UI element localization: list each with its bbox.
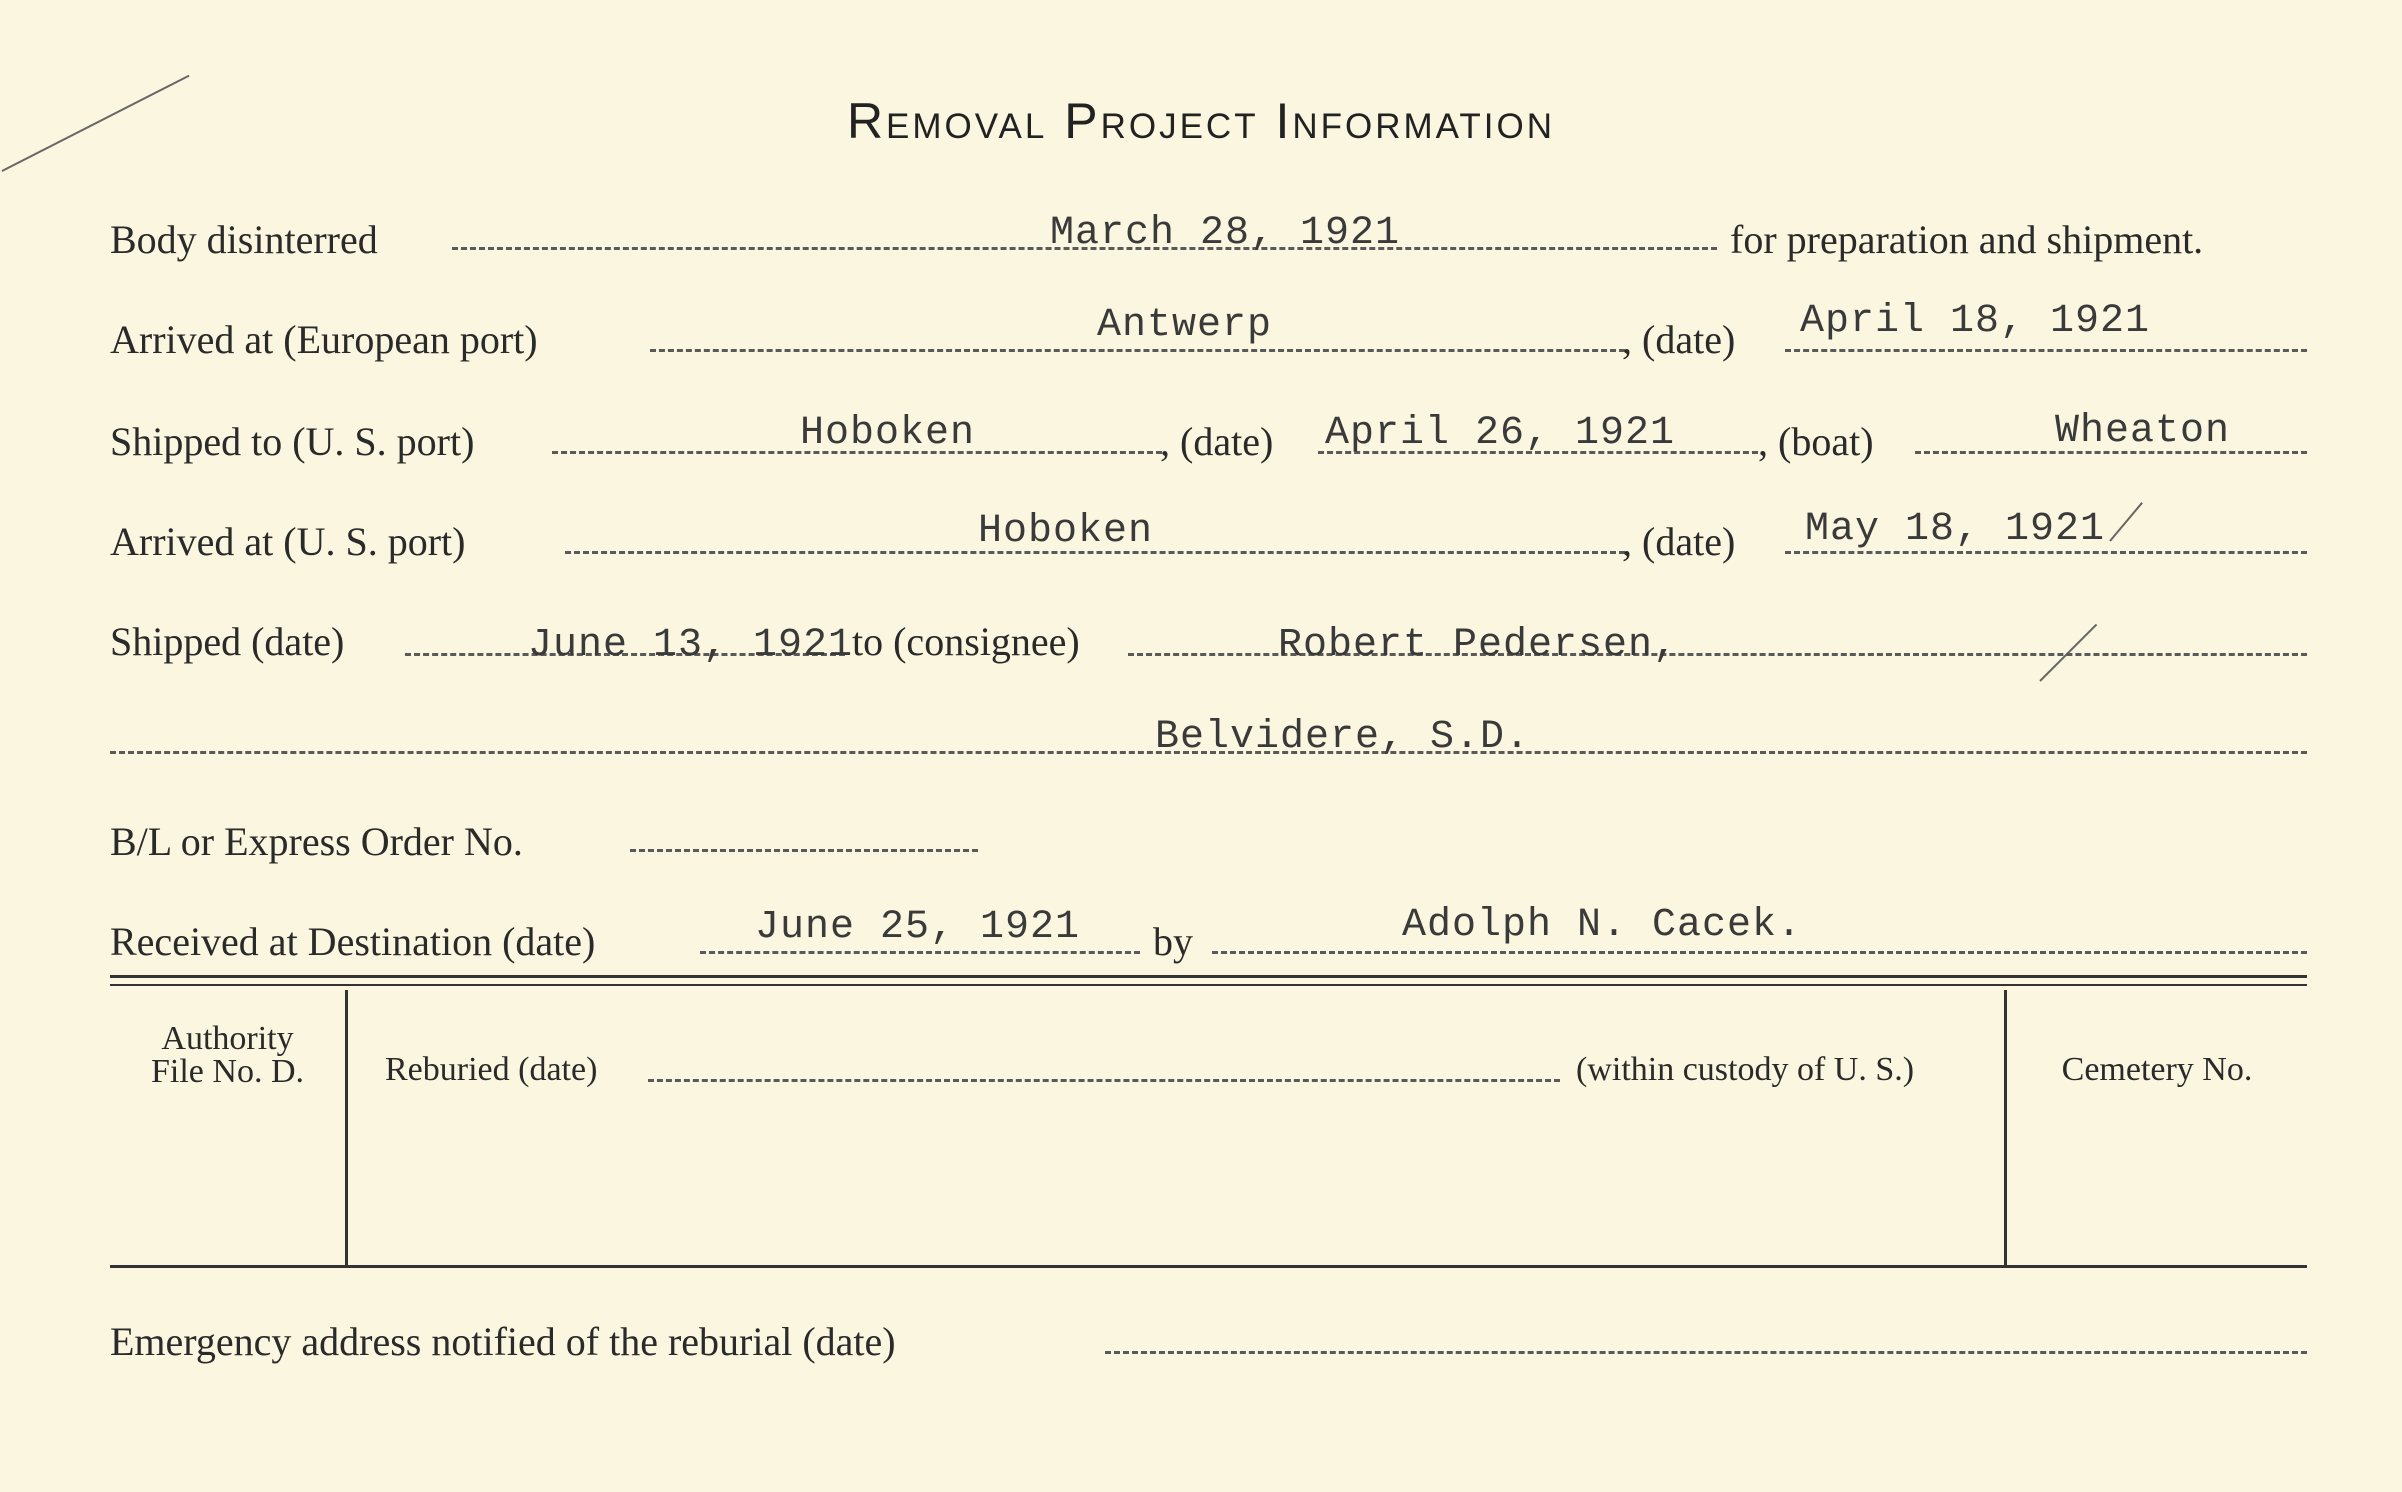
arrived-european-port-value: Antwerp <box>1097 303 1273 348</box>
shipped-to-us-port-label: Shipped to (U. S. port) <box>110 419 475 464</box>
shipped-date-value: June 13, 1921 <box>528 623 854 668</box>
shipped-to-us-port-date-label: , (date) <box>1160 419 1274 464</box>
shipped-date-label: Shipped (date) <box>110 619 345 664</box>
body-disinterred-label: Body disinterred <box>110 217 378 262</box>
received-by-line <box>1212 951 2307 954</box>
cemetery-label: Cemetery No. <box>2061 1051 2253 1088</box>
shipped-address-value: Belvidere, S.D. <box>1155 715 1531 760</box>
reburied-label: Reburied (date) <box>385 1051 598 1088</box>
authority-label-line1: Authority <box>161 1020 294 1057</box>
table-bottom-rule <box>110 1265 2307 1268</box>
body-disinterred-suffix: for preparation and shipment. <box>1730 217 2204 262</box>
reburied-line <box>648 1079 1560 1082</box>
shipped-to-us-port-boat-value: Wheaton <box>2055 409 2231 454</box>
arrived-us-port-label: Arrived at (U. S. port) <box>110 519 466 564</box>
arrived-european-port-line <box>650 349 1625 352</box>
arrived-european-port-date-label: , (date) <box>1622 317 1736 362</box>
received-date-line <box>700 951 1140 954</box>
bl-order-line <box>630 849 978 852</box>
body-disinterred-value: March 28, 1921 <box>1050 211 1401 256</box>
arrived-european-port-date-value: April 18, 1921 <box>1800 299 2151 344</box>
emergency-label: Emergency address notified of the reburial (date) <box>110 1319 896 1364</box>
shipped-to-us-port-boat-label: , (boat) <box>1758 419 1874 464</box>
emergency-line <box>1105 1351 2307 1354</box>
arrived-us-port-date-value: May 18, 1921 <box>1805 507 2106 552</box>
table-top-rule <box>110 975 2307 978</box>
received-by-value: Adolph N. Cacek. <box>1402 903 1803 948</box>
form-title: Removal Project Information <box>846 93 1556 149</box>
authority-label-line2: File No. D. <box>151 1053 304 1090</box>
arrived-european-port-label: Arrived at (European port) <box>110 317 538 362</box>
received-by-label: by <box>1153 919 1193 964</box>
shipped-to-us-port-value: Hoboken <box>800 411 976 456</box>
reburied-suffix: (within custody of U. S.) <box>1576 1051 1915 1088</box>
shipped-to-us-port-date-value: April 26, 1921 <box>1325 411 1676 456</box>
arrived-european-port-date-line <box>1785 349 2307 352</box>
received-date-value: June 25, 1921 <box>755 905 1081 950</box>
table-divider-left <box>345 990 348 1265</box>
table-top-rule-2 <box>110 984 2307 986</box>
arrived-us-port-value: Hoboken <box>978 509 1154 554</box>
shipped-consignee-value: Robert Pedersen, <box>1278 623 1679 668</box>
arrived-us-port-date-label: , (date) <box>1622 519 1736 564</box>
table-divider-right <box>2004 990 2007 1265</box>
received-label: Received at Destination (date) <box>110 919 596 964</box>
shipped-consignee-label: to (consignee) <box>852 619 1080 664</box>
bl-order-label: B/L or Express Order No. <box>110 819 523 864</box>
pencil-mark <box>2109 502 2143 542</box>
